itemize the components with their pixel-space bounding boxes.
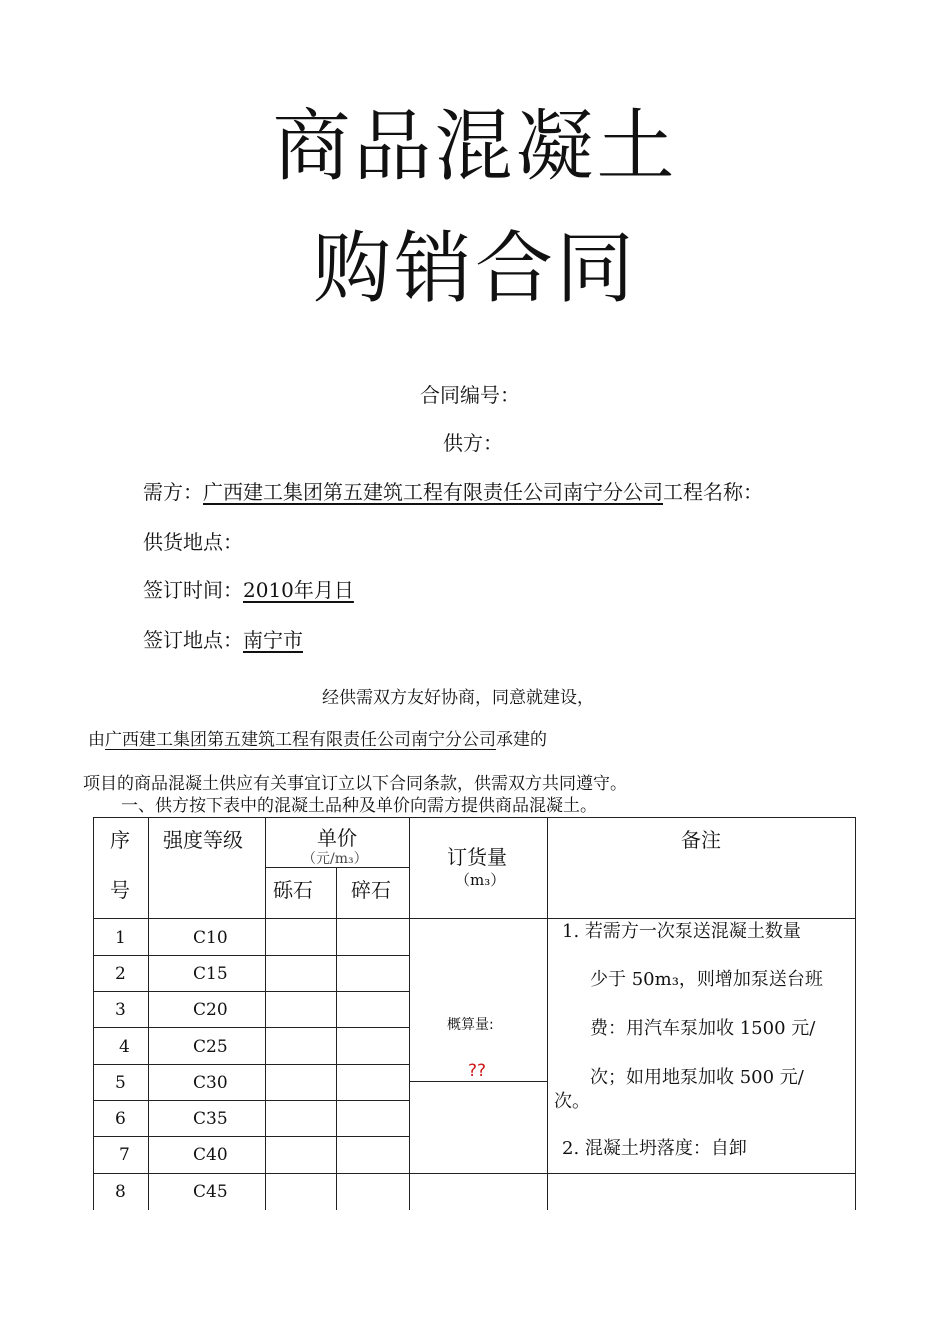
col-divider-1 — [148, 817, 149, 1210]
row-4-grade: C25 — [193, 1037, 228, 1057]
header-remarks: 备注 — [681, 828, 721, 852]
row-line — [93, 955, 409, 956]
header-quantity-unit: （m₃） — [455, 871, 506, 889]
header-grade: 强度等级 — [163, 828, 243, 852]
row-line — [93, 1064, 409, 1065]
intro-prefix: 由 — [88, 730, 105, 750]
sign-time-value: 2010年月日 — [243, 578, 354, 602]
row-2-seq: 2 — [115, 964, 126, 984]
intro-line-3: 项目的商品混凝土供应有关事宜订立以下合同条款，供需双方共同遵守。 — [83, 774, 627, 794]
row-8-seq: 8 — [115, 1182, 126, 1202]
sign-place-value: 南宁市 — [243, 628, 303, 652]
table-top-border — [93, 817, 856, 818]
header-price: 单价 — [317, 826, 357, 850]
header-quantity: 订货量 — [447, 845, 507, 869]
row-6-grade: C35 — [193, 1109, 228, 1129]
delivery-place-label: 供货地点： — [143, 530, 243, 554]
supplier-label: 供方： — [443, 431, 503, 455]
remark-line-2: 少于 50m₃，则增加泵送台班 — [590, 969, 823, 990]
row-line — [93, 1027, 409, 1028]
col-divider-4 — [409, 817, 410, 1210]
remark-line-1: 1. 若需方一次泵送混凝土数量 — [562, 921, 801, 942]
contract-number-label: 合同编号： — [420, 383, 520, 407]
intro-line-1: 经供需双方友好协商，同意就建设， — [322, 688, 594, 708]
row-7-seq: 7 — [119, 1145, 130, 1165]
row-1-grade: C10 — [193, 928, 228, 948]
document-title-line1: 商品混凝土 — [272, 102, 678, 192]
document-title-line2: 购销合同 — [312, 224, 637, 314]
intro-suffix: 承建的 — [496, 730, 547, 750]
header-seq-top: 序 — [110, 828, 130, 852]
header-gravel: 砾石 — [273, 878, 313, 902]
sign-place-label: 签订地点： — [143, 628, 243, 652]
sign-time-row — [143, 580, 354, 600]
remarks-split-line — [409, 1173, 856, 1174]
buyer-value: 广西建工集团第五建筑工程有限责任公司南宁分公司 — [203, 480, 663, 504]
sign-time-label: 签订时间： — [143, 578, 243, 602]
row-2-grade: C15 — [193, 964, 228, 984]
table-left-border — [93, 817, 94, 1210]
remark-line-4: 次；如用地泵加收 500 元/ — [590, 1067, 804, 1088]
table-right-border — [855, 817, 856, 1210]
project-name-label: 工程名称： — [663, 480, 763, 504]
row-3-grade: C20 — [193, 1000, 228, 1020]
remark-line-5: 次。 — [554, 1091, 590, 1112]
row-7-grade: C40 — [193, 1145, 228, 1165]
col-divider-2 — [265, 817, 266, 1210]
remark-line-6: 2. 混凝土坍落度：自卸 — [562, 1138, 747, 1159]
row-line — [93, 1173, 409, 1174]
price-subheader-line — [265, 867, 409, 868]
col-divider-5 — [547, 817, 548, 1210]
buyer-label: 需方： — [143, 480, 203, 504]
intro-line-4: 一、供方按下表中的混凝土品种及单价向需方提供商品混凝土。 — [121, 796, 597, 816]
intro-company: 广西建工集团第五建筑工程有限责任公司南宁分公司 — [105, 730, 496, 750]
header-price-unit: （元/m₃） — [302, 851, 368, 867]
estimate-label: 概算量: — [447, 1017, 494, 1033]
row-5-seq: 5 — [115, 1073, 126, 1093]
row-line — [93, 1100, 409, 1101]
header-crushed: 碎石 — [351, 878, 391, 902]
header-seq-bottom: 号 — [110, 878, 130, 902]
row-5-grade: C30 — [193, 1073, 228, 1093]
row-8-grade: C45 — [193, 1182, 228, 1202]
remark-line-3: 费：用汽车泵加收 1500 元/ — [590, 1018, 816, 1039]
estimate-value: ?? — [468, 1061, 487, 1081]
row-6-seq: 6 — [115, 1109, 126, 1129]
row-4-seq: 4 — [119, 1037, 130, 1057]
intro-line-2 — [88, 732, 547, 749]
quantity-split-line — [409, 1081, 547, 1082]
buyer-row — [143, 482, 763, 502]
row-line — [93, 991, 409, 992]
header-bottom-line — [93, 918, 856, 919]
row-3-seq: 3 — [115, 1000, 126, 1020]
row-line — [93, 1136, 409, 1137]
sign-place-row — [143, 630, 303, 650]
row-1-seq: 1 — [115, 928, 126, 948]
